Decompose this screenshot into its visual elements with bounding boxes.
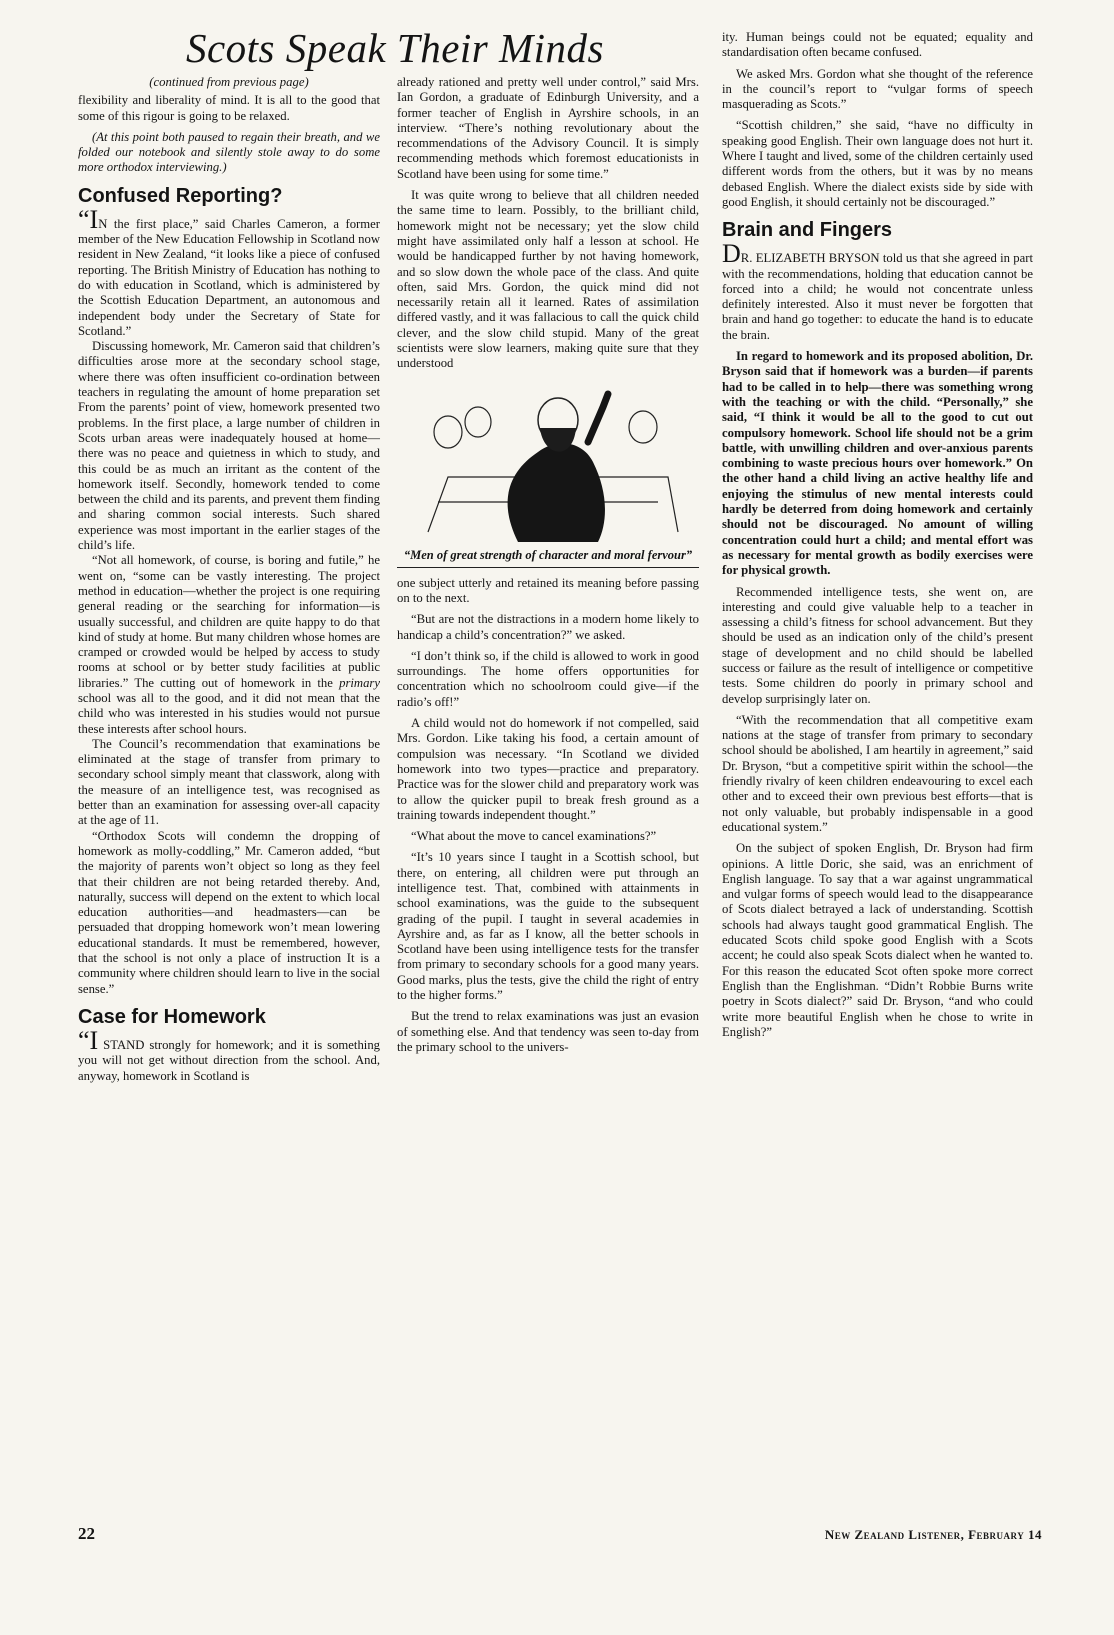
paragraph: “With the recommendation that all competitive exam nations at the stage of transfer from primary to secondary school should be abolished, I am heartily in agreement,” said Dr. Bryson, “but a competitive spirit within the school—the friendly rivalry of keen children endeavouring to excel each other and to exceed their own previous best efforts—that is not only valuable, but probably indispensable in a good educational system.” xyxy=(722,712,1033,834)
emphasis: primary xyxy=(339,675,380,690)
sketch-face-left xyxy=(434,416,462,448)
sketch-face-right xyxy=(629,411,657,443)
paragraph: On the subject of spoken English, Dr. Bryson had firm opinions. A little Doric, she said, was an enrichment of English language. To say that a war against ungrammatical and vulgar forms of speech would lead to the disappearance of Scots dialect betrayed a lack of understanding. Scottish schools had always taught good grammatical English. The educated Scots child spoke good English with a Scots accent; he could also speak Scots dialect when he wanted to. For this reason the educated Scot often spoke more correct English than the Englishman. “Didn’t Robbie Burns write poetry in Scots dialect?” said Dr. Bryson, “and who could write more beautiful English when he chose to write in English?” xyxy=(722,841,1033,1039)
page-title: Scots Speak Their Minds xyxy=(185,25,605,71)
paragraph: ity. Human beings could not be equated; equality and standardisation often became confused. xyxy=(722,30,1033,60)
continued-note: (continued from previous page) xyxy=(149,75,309,89)
cartoon-caption: “Men of great strength of character and moral fervour” xyxy=(403,547,693,562)
paragraph: “Orthodox Scots will condemn the dropping of homework as molly-coddling,” Mr. Cameron added, “but the majority of parents won’t object so long as they feel that their children are not being retarded thereby. And, naturally, success will depend on the extent to which local education authorities—and headmasters—can be persuaded that dropping homework won’t mean lowering educational standards. It must be remembered, however, that the school is not only a place of instruction It is a community where children should learn to live in the social sense.” xyxy=(78,828,380,996)
paragraph xyxy=(78,1025,381,1084)
paragraph: flexibility and liberality of mind. It is all to the good that some of this rigour is going to be relaxed. xyxy=(78,93,380,123)
paragraph-text: N the first place,” said Charles Cameron, a former member of the New Education Fellowship in Scotland now resident in New Zealand, “it looks like a piece of confused reporting. The British Ministry of Education has nothing to do with education in Scotland, which is administered by the Scottish Education Department, an autonomous and independent body under the Secretary of State for Scotland.” xyxy=(78,216,380,338)
paragraph xyxy=(722,239,1033,343)
drop-cap: “I xyxy=(78,1025,99,1055)
paragraph: one subject utterly and retained its meaning before passing on to the next. xyxy=(397,575,699,605)
paragraph: “But are not the distractions in a modern home likely to handicap a child’s concentration?” we asked. xyxy=(397,612,699,642)
divider xyxy=(397,567,699,568)
subheading-confused-reporting: Confused Reporting? xyxy=(78,184,283,207)
paragraph xyxy=(78,553,380,737)
paragraph: It was quite wrong to believe that all children needed the same time to learn. Possibly, to the brilliant child, homework might not be necessary; yet the slow child might have assimilated only half a lesson at school. He would be handicapped further by not having homework, and so slow down the whole pace of the class. And quite often, said Mrs. Gordon, the quick mind did not necessarily retain all it learned. Rates of assimilation differed vastly, and it was fallacious to call the quick child clever, and the slow child stupid. Many of the great scientists were slow learners, making quite sure that they understood xyxy=(397,188,699,371)
paragraph: We asked Mrs. Gordon what she thought of the reference in the council’s report to “vulgar forms of speech masquerading as Scots.” xyxy=(722,66,1033,112)
drop-cap: “I xyxy=(78,204,99,234)
paragraph-text: school was all to the good, and it did not mean that the child who was interested in his studies would not pursue these interests after school hours. xyxy=(78,690,380,736)
paragraph-text: R. ELIZABETH BRYSON told us that she agreed in part with the recommendations, holding that education cannot be forced into a child; he would not concentrate unless definitely interested. Also it must never be forgotten that brain and hand go together: to educate the hand is to educate the brain. xyxy=(722,251,1033,342)
paragraph: In regard to homework and its proposed abolition, Dr. Bryson said that if homework was a burden—if parents had to be called in to help—there was something wrong with the teaching or with the child. “Personally,” she said, “I think it would be all to the good to cut out compulsory homework. School life should not be a grim battle, with unwilling children and over-anxious parents combining to waste precious hours over homework.” On the other hand a child living an active healthy life and enjoying the stimulus of new mental interests could hardly be deterred from doing homework and certainly should not be discouraged. No amount of willing concentration could hurt a child; and mental effort was as necessary for mental growth as bodily exercises were for physical growth. xyxy=(722,349,1033,578)
paragraph xyxy=(78,204,380,339)
subheading-case-for-homework: Case for Homework xyxy=(78,1005,266,1028)
cartoon-illustration xyxy=(397,382,699,542)
publication-footer: New Zealand Listener, February 14 xyxy=(824,1527,1042,1542)
paragraph: A child would not do homework if not compelled, said Mrs. Gordon. Like taking his food, a certain amount of compulsion was necessary. “In Scotland we divided homework into two types—practice and preparatory. Practice was for the slower child and preparatory work was to allow the quicker pupil to break fresh ground as a training towards independent thought.” xyxy=(397,716,699,822)
drop-cap: D xyxy=(722,239,741,269)
article-column-1 xyxy=(78,75,380,1084)
sketch-face-left-2 xyxy=(465,407,491,437)
cartoon-drawing xyxy=(408,382,688,542)
paragraph-text: “Not all homework, of course, is boring and futile,” he went on, “some can be vastly interesting. The project method in education—whether the project is one requiring general reading or the searching for information—is usually successful, and children are quite happy to do that kind of study at home. But many children whose homes are cramped or crowded would be helped by access to study rooms at school or by better study facilities at public libraries.” The cutting out of homework in the xyxy=(78,553,380,690)
paragraph: The Council’s recommendation that examinations be eliminated at the stage of transfer from primary to secondary school simply meant that classwork, along with the measure of an intelligence test, was recognised as better than an examination for assessing over-all capacity at the age of 11. xyxy=(78,736,380,828)
paragraph: But the trend to relax examinations was just an evasion of something else. And that tendency was seen to-day from the primary school to the univers- xyxy=(397,1009,699,1054)
article-column-3 xyxy=(722,30,1033,1040)
aside-paragraph: (At this point both paused to regain their breath, and we folded our notebook and silently stole away to do some more orthodox interviewing.) xyxy=(78,129,380,175)
paragraph: Discussing homework, Mr. Cameron said that children’s difficulties arose more at the secondary school stage, where there was often insufficient co-ordination between teachers in regulating the amount of home preparation set From the parents’ point of view, homework presented two problems. In the first place, a large number of children in Scots urban areas were inadequately housed at home—there was no peace and quietness in which to study, and this could be as much an irritant as the content of the homework itself. Secondly, homework tended to come between the child and its parents, and prevent them finding and sharing common social interests. Such shared experience was most important in the earlier stages of the child’s life. xyxy=(78,339,380,553)
paragraph-text: STAND strongly for homework; and it is something you will not get without direction from the school. And, anyway, homework in Scotland is xyxy=(78,1037,381,1083)
paragraph: already rationed and pretty well under control,” said Mrs. Ian Gordon, a graduate of Edinburgh University, and a former teacher of English in Ayrshire schools, in an interview. “There’s nothing revolutionary about the recommendations of the Advisory Council. It is simply recommending methods which foremost educationists in Scotland have been using for some time.” xyxy=(397,75,699,181)
article-column-2 xyxy=(397,75,699,1055)
raised-arm xyxy=(588,394,608,442)
page-number: 22 xyxy=(78,1524,95,1543)
paragraph: “Scottish children,” she said, “have no difficulty in speaking good English. Their own language does not hurt it. Where I taught and lived, some of the children certainly used different words from the others, but it was by no means debased English. Where the dialect exists side by side with good English, it should certainly not be discouraged.” xyxy=(722,118,1033,209)
paragraph: “It’s 10 years since I taught in a Scottish school, but there, on entering, all children were put through an intelligence test. That, combined with attainments in school examinations, was the guide to the subsequent grading of the pupil. I taught in several academies in Ayrshire and, as far as I know, all the better schools in Scotland have been using intelligence tests for the transfer from primary to secondary schools for a good many years. Good marks, plus the tests, give the child the right of entry to the higher forms.” xyxy=(397,850,699,1003)
speaker-body xyxy=(508,443,605,542)
paragraph: “What about the move to cancel examinations?” xyxy=(411,829,657,844)
subheading-brain-and-fingers: Brain and Fingers xyxy=(722,219,893,242)
paragraph: Recommended intelligence tests, she went on, are interesting and could give valuable help to a teacher in assessing a child’s fitness for school advancement. But they should be used as an indication only of the child’s present stage of development and no child should be labelled success or failure as the result of intelligence or competitive tests. Some children do poorly in primary school and develop surprisingly later on. xyxy=(722,584,1033,706)
paragraph: “I don’t think so, if the child is allowed to work in good surroundings. The home offers opportunities for concentration which no schoolroom could give—if the radio’s off!” xyxy=(397,648,699,709)
